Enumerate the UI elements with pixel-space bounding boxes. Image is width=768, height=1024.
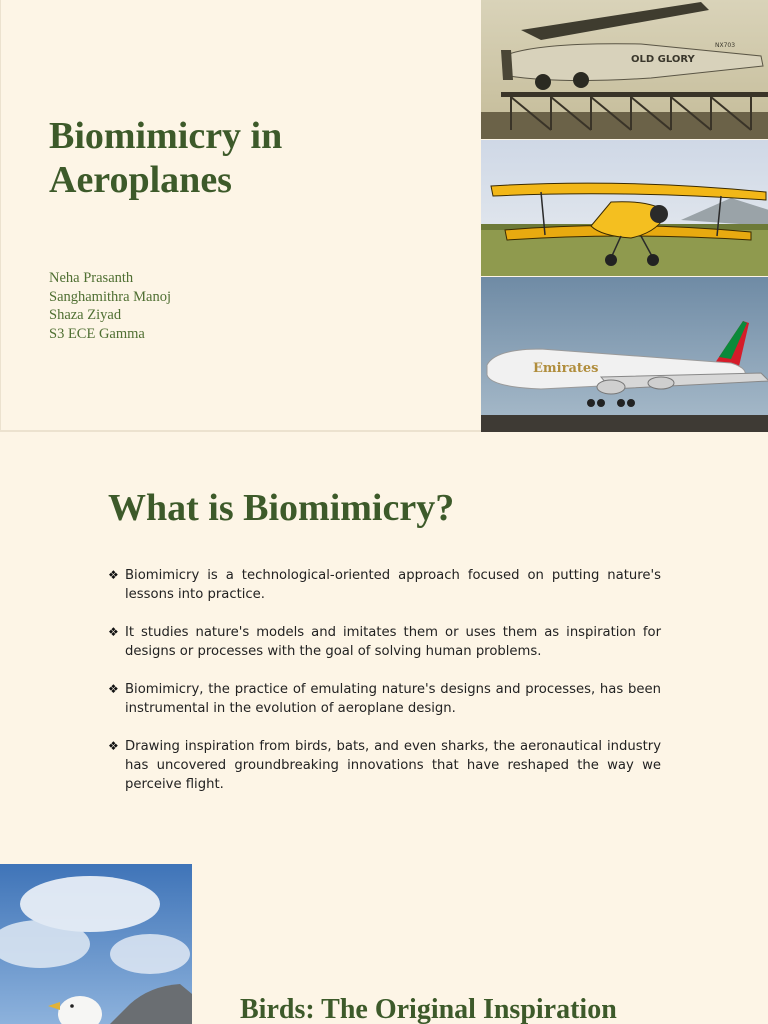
title-line-1: Biomimicry in — [49, 115, 283, 157]
bullet-item — [108, 623, 661, 661]
bullet-text: Drawing inspiration from birds, bats, and even sharks, the aeronautical industry has uncovered groundbreaking innovations that have reshaped the way we perceive flight. — [125, 739, 661, 792]
diamond-bullet-icon: ❖ — [108, 739, 119, 753]
bullet-text: Biomimicry is a technological-oriented approach focused on putting nature's lessons into practice. — [125, 568, 661, 602]
diamond-bullet-icon: ❖ — [108, 568, 119, 582]
bullet-text: Biomimicry, the practice of emulating nature's designs and processes, has been instrumental in the evolution of aeroplane design. — [125, 682, 661, 716]
title-slide — [0, 0, 768, 432]
slide-title: Birds: The Original Inspiration — [240, 994, 617, 1024]
slide-title: What is Biomimicry? — [108, 487, 455, 529]
author-3: Shaza Ziyad — [49, 307, 122, 324]
bullet-text: It studies nature's models and imitates them or uses them as inspiration for designs or processes with the goal of solving human problems. — [125, 625, 661, 659]
author-1: Neha Prasanth — [49, 270, 134, 286]
definition-slide — [0, 434, 768, 864]
birds-slide — [0, 864, 768, 1024]
author-list — [49, 269, 171, 343]
title-line-2: Aeroplanes — [49, 159, 232, 201]
vintage-monoplane-photo — [481, 0, 768, 139]
airline-livery-text: Emirates — [533, 361, 599, 376]
diamond-bullet-icon: ❖ — [108, 625, 119, 639]
plane-registration-text: NX703 — [715, 42, 736, 49]
yellow-biplane-photo — [481, 140, 768, 276]
diamond-bullet-icon: ❖ — [108, 682, 119, 696]
class-label: S3 ECE Gamma — [49, 325, 145, 342]
bullet-item — [108, 737, 661, 794]
seagull-photo — [0, 864, 192, 1024]
bullet-item — [108, 680, 661, 718]
bullet-item — [108, 566, 661, 604]
presentation-title — [49, 114, 449, 202]
plane-name-text: OLD GLORY — [631, 54, 695, 65]
airliner-photo — [481, 277, 768, 432]
bullet-list — [108, 566, 661, 794]
author-2: Sanghamithra Manoj — [49, 288, 172, 305]
